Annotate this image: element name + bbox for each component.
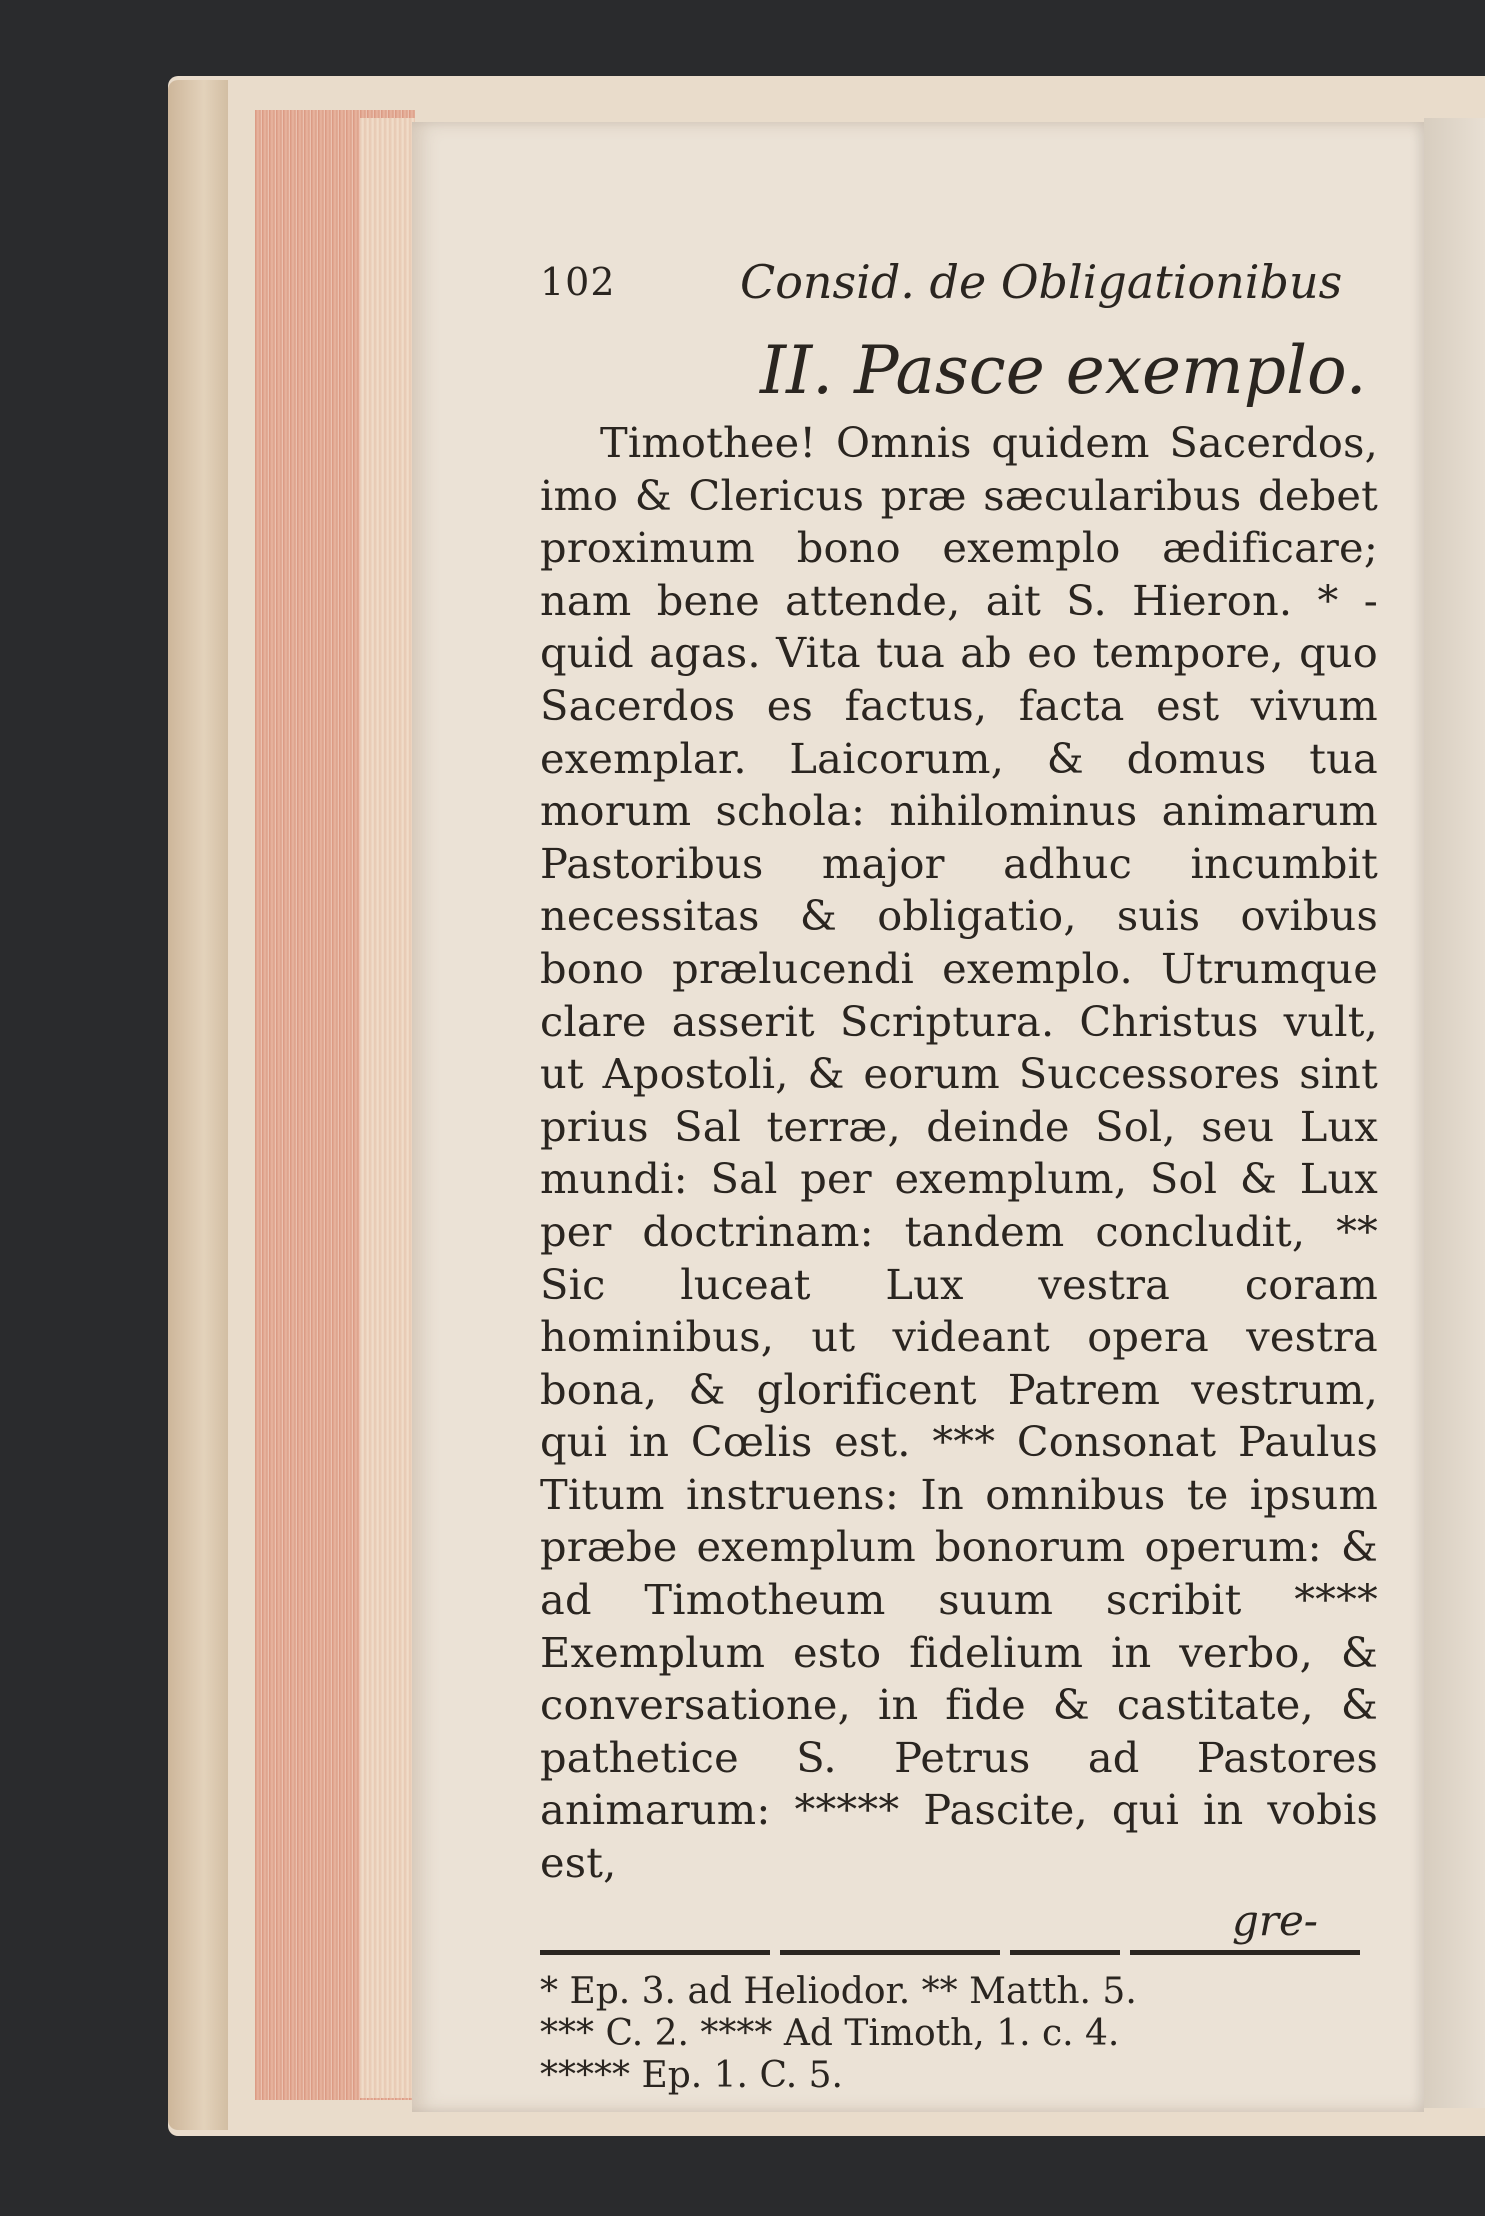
footnote-line: ***** Ep. 1. C. 5. [540,2054,843,2096]
page-content [540,255,1378,2097]
running-head: Consid. de Obligationibus [740,255,1343,309]
catchword: gre- [1231,1895,1318,1945]
footnote-rule [540,1950,1378,1955]
footnote-line: * Ep. 3. ad Heliodor. ** Matth. 5. [540,1970,1137,2012]
body-paragraph: Timothee! Omnis quidem Sacerdos, imo & Clericus præ sæcularibus debet proximum bono exemplo ædificare; nam bene attende, ait S. Hieron. * - quid agas. Vita tua ab eo tempore, quo Sacerdos es factus, facta est vivum exemplar. Laicorum, & domus tua morum schola: nihilominus animarum Pastoribus major adhuc incumbit necessitas & obligatio, suis ovibus bono prælucendi exemplo. Utrumque clare asserit Scriptura. Christus vult, ut Apostoli, & eorum Successores sint prius Sal terræ, deinde Sol, seu Lux mundi: Sal per exemplum, Sol & Lux per doctrinam: tandem concludit, ** Sic luceat Lux vestra coram hominibus, ut videant opera vestra bona, & glorificent Patrem vestrum, qui in Cœlis est. *** Consonat Paulus Titum instruens: In omnibus te ipsum præbe exemplum bonorum operum: & ad Timotheum suum scribit **** Exemplum esto fidelium in verbo, & conversatione, in fide & castitate, & pathetice S. Petrus ad Pastores animarum: ***** Pascite, qui in vobis est, [540,418,1378,1888]
page-number: 102 [540,260,616,304]
footnote-line: *** C. 2. **** Ad Timoth, 1. c. 4. [540,2012,1120,2054]
book-spine-edge [168,80,228,2130]
footnotes [540,1971,1378,2097]
section-heading: II. Pasce exemplo. [760,332,1367,409]
facing-page-edge [1424,118,1485,2108]
page-edges-inner [360,118,415,2098]
page-header [540,255,1378,325]
